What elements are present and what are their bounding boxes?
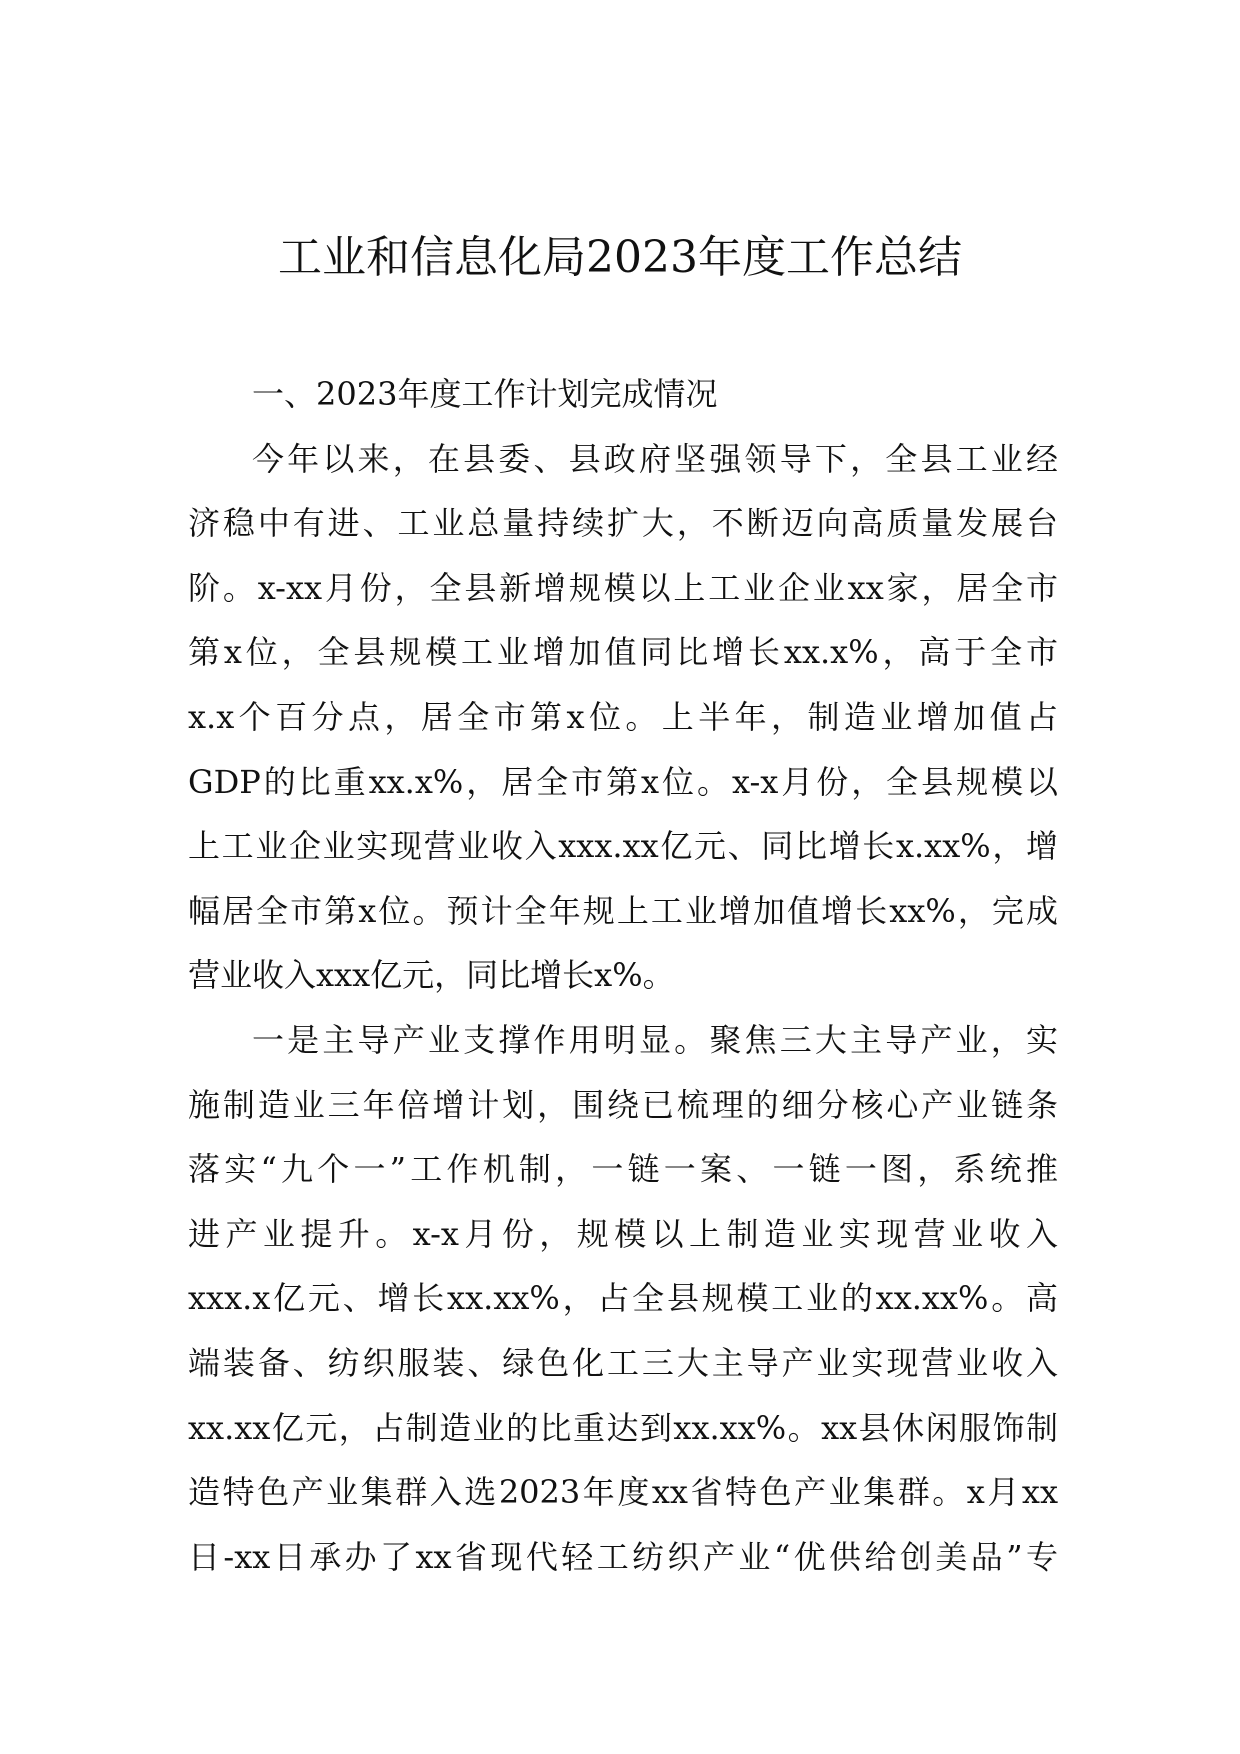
paragraph-line: 造特色产业集群入选2023年度xx省特色产业集群。x月xx (188, 1473, 1058, 1512)
paragraph-line: 营业收入xxx亿元，同比增长x%。 (188, 956, 675, 995)
document-body (188, 362, 1058, 1589)
paragraph-line: 一是主导产业支撑作用明显。聚焦三大主导产业，实 (252, 1020, 1058, 1059)
paragraph-line: 端装备、纺织服装、绿色化工三大主导产业实现营业收入 (188, 1343, 1058, 1382)
document-title: 工业和信息化局2023年度工作总结 (278, 232, 962, 283)
paragraph-line: 进产业提升。x-x月份，规模以上制造业实现营业收入 (188, 1214, 1058, 1253)
paragraph-line: x.x个百分点，居全市第x位。上半年，制造业增加值占 (188, 697, 1058, 736)
paragraph-line: xx.xx亿元，占制造业的比重达到xx.xx%。xx县休闲服饰制 (188, 1408, 1058, 1447)
paragraph-line: 阶。x-xx月份，全县新增规模以上工业企业xx家，居全市 (188, 568, 1058, 607)
paragraph-line: 上工业企业实现营业收入xxx.xx亿元、同比增长x.xx%，增 (188, 827, 1058, 866)
paragraph-line: 第x位，全县规模工业增加值同比增长xx.x%，高于全市 (188, 633, 1058, 672)
paragraph-line: 施制造业三年倍增计划，围绕已梳理的细分核心产业链条 (188, 1085, 1058, 1124)
paragraph-line: GDP的比重xx.x%，居全市第x位。x-x月份，全县规模以 (188, 762, 1058, 801)
paragraph-line: 日-xx日承办了xx省现代轻工纺织产业“优供给创美品”专 (188, 1537, 1058, 1576)
paragraph-line: 落实“九个一”工作机制，一链一案、一链一图，系统推 (188, 1150, 1058, 1189)
section-heading: 一、2023年度工作计划完成情况 (252, 375, 718, 413)
paragraph-line: 济稳中有进、工业总量持续扩大，不断迈向高质量发展台 (188, 504, 1058, 543)
paragraph-2 (188, 1008, 1058, 1589)
paragraph-line: xxx.x亿元、增长xx.xx%，占全县规模工业的xx.xx%。高 (188, 1279, 1058, 1318)
paragraph-line: 今年以来，在县委、县政府坚强领导下，全县工业经 (252, 439, 1058, 478)
paragraph-line: 幅居全市第x位。预计全年规上工业增加值增长xx%，完成 (188, 891, 1058, 930)
paragraph-1 (188, 427, 1058, 1008)
